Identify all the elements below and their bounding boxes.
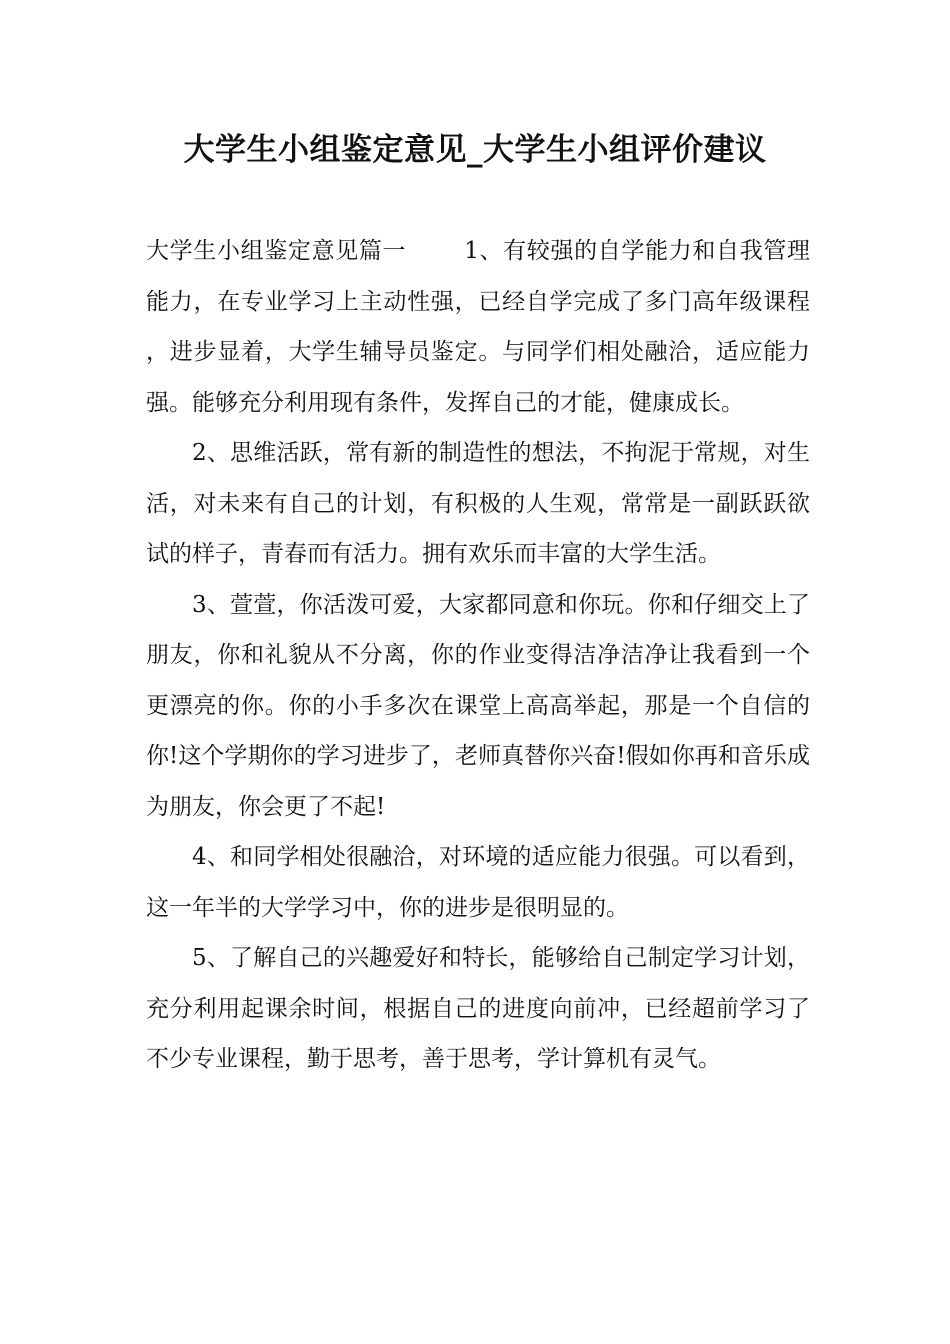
paragraph-5: 5、了解自己的兴趣爱好和特长，能够给自己制定学习计划，充分利用起课余时间，根据自己的进度向前冲，已经超前学习了不少专业课程，勤于思考，善于思考，学计算机有灵气。 [146,945,810,1072]
section-heading: 大学生小组鉴定意见篇一 [146,238,407,264]
paragraph-3: 3、萱萱，你活泼可爱，大家都同意和你玩。你和仔细交上了朋友，你和礼貌从不分离，你的作业变得洁净洁净让我看到一个更漂亮的你。你的小手多次在课堂上高高举起，那是一个自信的你!这个学期你的学习进步了，老师真替你兴奋!假如你再和音乐成为朋友，你会更了不起! [146,591,810,820]
paragraph-2: 2、思维活跃，常有新的制造性的想法，不拘泥于常规，对生活，对未来有自己的计划，有积极的人生观，常常是一副跃跃欲试的样子，青春而有活力。拥有欢乐而丰富的大学生活。 [146,440,810,567]
document-title: 大学生小组鉴定意见_大学生小组评价建议 [183,132,767,168]
paragraph-1-text: 1、有较强的自学能力和自我管理能力，在专业学习上主动性强，已经自学完成了多门高年级课程，进步显着，大学生辅导员鉴定。与同学们相处融洽，适应能力强。能够充分利用现有条件，发挥自己的才能，健康成长。 [146,238,810,416]
paragraph-4: 4、和同学相处很融洽，对环境的适应能力很强。可以看到，这一年半的大学学习中，你的进步是很明显的。 [146,844,810,921]
paragraph-1 [146,226,810,428]
document-body [146,226,810,1085]
